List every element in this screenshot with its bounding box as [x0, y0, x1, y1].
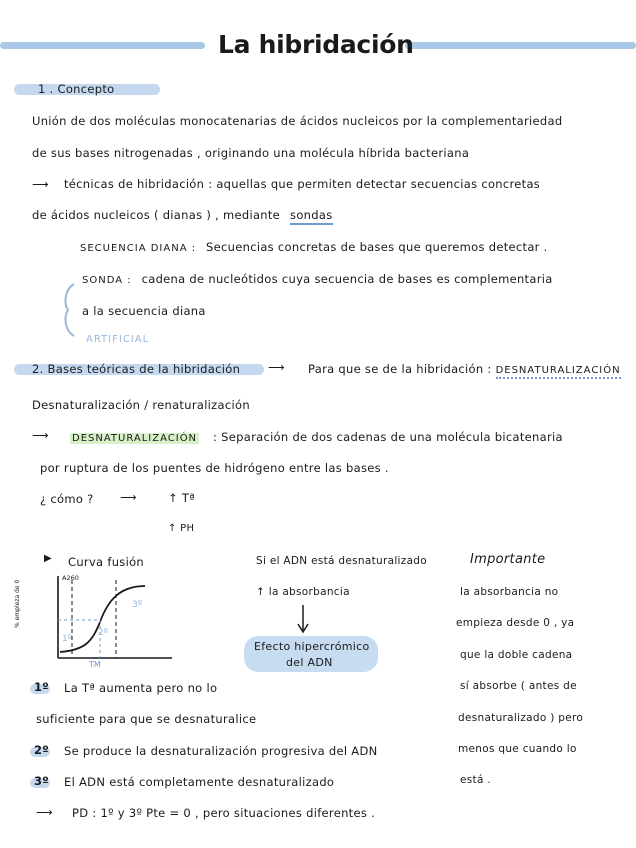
- importante-line-7: está .: [460, 774, 491, 786]
- step3-text: El ADN está completamente desnaturalizado: [64, 775, 335, 789]
- arrow-icon-2: ⟶: [268, 360, 285, 374]
- section2-tail: [308, 362, 621, 376]
- arrow-icon: ⟶: [32, 177, 49, 191]
- arrow-icon-5: ⟶: [36, 805, 53, 819]
- s1-line4-text: de ácidos nucleicos ( dianas ) , mediante: [32, 208, 281, 222]
- importante-line-3: que la doble cadena: [460, 649, 573, 661]
- importante-line-5: desnaturalizado ) pero: [458, 712, 584, 724]
- step3-number: 3º: [34, 774, 50, 788]
- final-note: PD : 1º y 3º Pte = 0 , pero situaciones diferentes .: [72, 806, 376, 820]
- desnaturalizacion-label: DESNATURALIZACIÓN: [72, 433, 198, 444]
- importante-line-6: menos que cuando lo: [458, 743, 577, 755]
- sonda-label: SONDA :: [82, 275, 132, 286]
- efecto-line-2: del ADN: [286, 656, 333, 669]
- point-1-label: 1º: [62, 634, 72, 644]
- s1-line3: técnicas de hibridación : aquellas que permiten detectar secuencias concretas: [64, 177, 541, 191]
- desnaturalizacion-text-2: por ruptura de los puentes de hidrógeno entre las bases .: [40, 461, 389, 475]
- ph-up: ↑ PH: [168, 523, 195, 534]
- brace-icon: [60, 280, 78, 340]
- triangle-bullet-icon: ▶: [44, 553, 52, 564]
- page-title: La hibridación: [218, 30, 414, 59]
- secuencia-diana-label: SECUENCIA DIANA :: [80, 243, 197, 254]
- secuencia-diana-text: Secuencias concretas de bases que queremos detectar .: [206, 240, 548, 254]
- como-question: ¿ cómo ?: [40, 492, 94, 506]
- absorbancia-up: ↑ la absorbancia: [256, 586, 350, 598]
- point-2-label: 2º: [98, 628, 108, 638]
- efecto-line-1: Efecto hipercrómico: [254, 640, 370, 653]
- s2-line2: Desnaturalización / renaturalización: [32, 398, 250, 412]
- sonda-text: cadena de nucleótidos cuya secuencia de bases es complementaria: [141, 272, 553, 286]
- artificial-note: ARTIFICIAL: [86, 334, 150, 345]
- title-bar-right: [405, 42, 636, 49]
- importante-line-2: empieza desde 0 , ya: [456, 617, 575, 629]
- sondas-word: sondas: [290, 208, 332, 225]
- arrow-icon-3: ⟶: [32, 428, 49, 442]
- tm-label: TM: [89, 660, 101, 669]
- s1-line2: de sus bases nitrogenadas , originando una molécula híbrida bacteriana: [32, 146, 470, 160]
- s1-line4: [32, 208, 333, 222]
- down-arrow-icon: [296, 604, 310, 634]
- point-3-label: 3º: [132, 600, 142, 610]
- s1-line1: Unión de dos moléculas monocatenarias de ácidos nucleicos por la complementariedad: [32, 114, 563, 128]
- step1-number: 1º: [34, 680, 50, 694]
- melting-curve-graph: [30, 572, 180, 672]
- section2-tail-highlight: DESNATURALIZACIÓN: [496, 365, 621, 379]
- importante-line-1: la absorbancia no: [460, 586, 559, 598]
- desnaturalizacion-row: [70, 430, 563, 444]
- step2-text: Se produce la desnaturalización progresiva del ADN: [64, 744, 378, 758]
- section2-heading: 2. Bases teóricas de la hibridación: [32, 362, 241, 376]
- section2-tail-text: Para que se de la hibridación :: [308, 362, 492, 376]
- desnaturalizacion-text: : Separación de dos cadenas de una molécula bicatenaria: [213, 430, 563, 444]
- y-axis-label: % empleza de 0: [14, 579, 21, 628]
- secuencia-diana-row: [80, 240, 548, 254]
- temperature-up: ↑ Tª: [168, 491, 195, 505]
- title-bar-left: [0, 42, 205, 49]
- importante-line-4: sí absorbe ( antes de: [460, 680, 577, 692]
- importante-title: Importante: [470, 552, 546, 567]
- step1-text-2: suficiente para que se desnaturalice: [36, 712, 257, 726]
- curva-fusion-heading: Curva fusión: [68, 555, 145, 569]
- sonda-text-2: a la secuencia diana: [82, 304, 206, 318]
- step2-number: 2º: [34, 743, 50, 757]
- a260-label: A260: [62, 574, 79, 582]
- step1-text: La Tª aumenta pero no lo: [64, 681, 218, 695]
- sonda-row: [82, 272, 553, 286]
- arrow-icon-4: ⟶: [120, 490, 137, 504]
- mid-text: Si el ADN está desnaturalizado: [256, 555, 427, 567]
- section1-heading: 1 . Concepto: [38, 82, 115, 96]
